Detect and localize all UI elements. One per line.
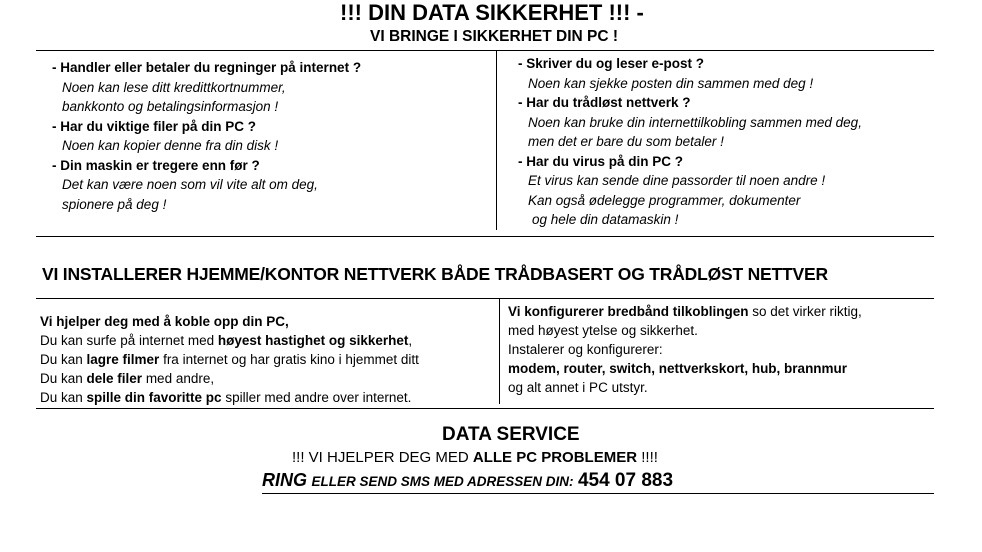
answer-line: Noen kan kopier denne fra din disk ! <box>62 138 279 153</box>
question-item <box>52 117 361 156</box>
answer-line: spionere på deg ! <box>62 196 167 212</box>
section2-right <box>508 302 862 397</box>
answer-line: men det er bare du som betaler ! <box>528 134 724 149</box>
divider-section2-bottom <box>36 408 934 409</box>
question-item <box>52 58 361 117</box>
question-item <box>518 93 862 152</box>
phone-number: 454 07 883 <box>577 470 674 491</box>
bold-text: høyest hastighet og sikkerhet <box>217 333 409 348</box>
question: - Har du virus på din PC ? <box>518 153 684 169</box>
plain-text: med andre, <box>142 371 215 386</box>
section-heading: VI INSTALLERER HJEMME/KONTOR NETTVERK BÅDE TRÅDBASERT OG TRÅDLØST NETTVER <box>42 264 828 284</box>
service-line <box>40 312 419 331</box>
service-line <box>40 350 419 369</box>
divider-section2-top <box>36 298 934 299</box>
section2-left <box>40 312 419 407</box>
answer-line: bankkonto og betalingsinformasjon ! <box>62 99 279 114</box>
plain-text: Du kan surfe på internet med <box>40 333 218 348</box>
divider-mid-section2 <box>499 298 500 404</box>
question-item <box>518 152 862 230</box>
answer-line: Noen kan bruke din internettilkobling sammen med deg, <box>528 114 862 130</box>
page-title: !!! DIN DATA SIKKERHET !!! - <box>340 0 644 25</box>
footer-title: DATA SERVICE <box>442 424 580 445</box>
divider-after-questions <box>36 236 934 237</box>
bold-text: ALLE PC PROBLEMER <box>472 449 638 466</box>
service-line <box>508 302 862 321</box>
plain-text: so det virker riktig, <box>748 304 862 319</box>
plain-text: Du kan <box>40 352 87 367</box>
bold-text: dele filer <box>86 371 143 386</box>
answer-line: Et virus kan sende dine passorder til noen andre ! <box>528 173 826 188</box>
plain-text: !!!! <box>637 449 658 466</box>
answer-line: Det kan være noen som vil vite alt om deg, <box>62 177 318 192</box>
answer-line: Noen kan sjekke posten din sammen med deg ! <box>528 75 814 91</box>
divider-footer <box>262 493 934 494</box>
question-item <box>52 156 361 215</box>
plain-text: fra internet og har gratis kino i hjemmet ditt <box>159 352 419 367</box>
footer-contact <box>262 470 673 492</box>
service-line <box>40 331 419 350</box>
bold-text: Vi konfigurerer bredbånd tilkoblingen <box>508 304 749 319</box>
answer-line: Noen kan lese ditt kredittkortnummer, <box>62 79 286 95</box>
question-item <box>518 54 862 93</box>
plain-text: spiller med andre over internet. <box>221 390 412 405</box>
left-questions <box>52 58 361 214</box>
plain-text: med høyest ytelse og sikkerhet. <box>508 323 698 338</box>
divider-mid-top <box>496 50 497 230</box>
question: - Skriver du og leser e-post ? <box>518 56 705 71</box>
plain-text: , <box>408 333 413 348</box>
service-line <box>508 321 862 340</box>
page-subtitle: VI BRINGE I SIKKERHET DIN PC ! <box>370 28 619 45</box>
answer-line: Kan også ødelegge programmer, dokumenter <box>528 192 801 208</box>
question: - Har du viktige filer på din PC ? <box>52 118 257 134</box>
bold-text: lagre filmer <box>86 352 160 367</box>
bold-text: spille din favoritte pc <box>86 390 222 405</box>
question: - Har du trådløst nettverk ? <box>518 95 691 110</box>
sms-text: ELLER SEND SMS MED ADRESSEN DIN: <box>311 474 574 489</box>
plain-text: Du kan <box>40 371 87 386</box>
answer-line: og hele din datamaskin ! <box>532 212 679 227</box>
question: - Din maskin er tregere enn før ? <box>52 157 260 173</box>
service-line <box>508 378 862 397</box>
plain-text: og alt annet i PC utstyr. <box>508 380 648 395</box>
ring-text: RING <box>262 470 307 490</box>
right-questions <box>518 54 862 230</box>
question: - Handler eller betaler du regninger på internet ? <box>52 60 362 75</box>
plain-text: Du kan <box>40 390 87 405</box>
divider-top <box>36 50 934 51</box>
service-line <box>508 340 862 359</box>
service-line <box>508 359 862 378</box>
plain-text: Instalerer og konfigurerer: <box>508 342 663 357</box>
footer-tagline <box>292 449 658 466</box>
plain-text: !!! VI HJELPER DEG MED <box>292 449 473 466</box>
bold-text: modem, router, switch, nettverkskort, hub, brannmur <box>508 361 848 376</box>
service-line <box>40 369 419 388</box>
bold-text: Vi hjelper deg med å koble opp din PC, <box>40 314 289 329</box>
service-line <box>40 388 419 407</box>
